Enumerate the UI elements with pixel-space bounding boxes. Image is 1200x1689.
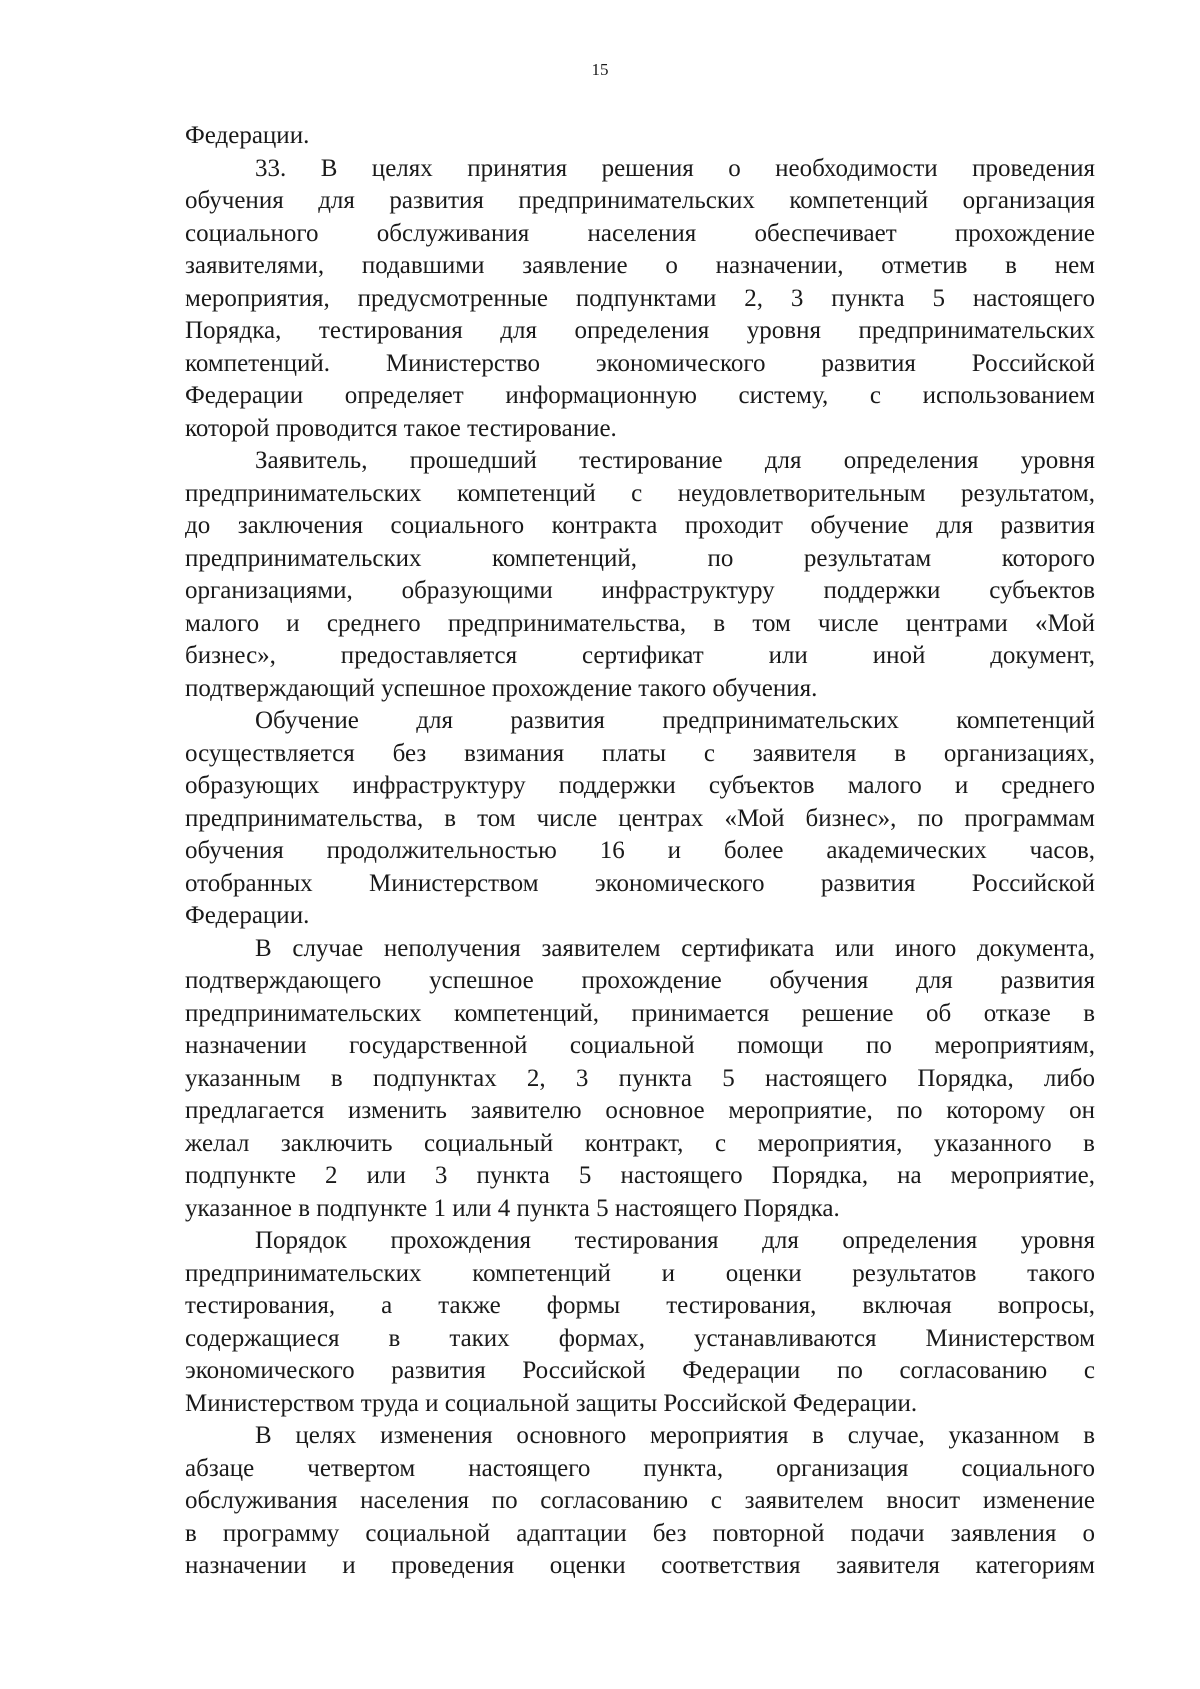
text-line: обслуживания населения по согласованию с заявителем вносит изменение — [185, 1487, 1095, 1514]
page-number: 15 — [591, 60, 609, 79]
text-line: экономического развития Российской Федерации по согласованию с — [185, 1357, 1095, 1384]
text-line: подпункте 2 или 3 пункта 5 настоящего Порядка, на мероприятие, — [185, 1162, 1095, 1189]
text-line: организациями, образующими инфраструктуру поддержки субъектов — [185, 577, 1095, 604]
paragraph — [185, 445, 1095, 705]
text-line: Министерством труда и социальной защиты Российской Федерации. — [185, 1389, 918, 1417]
text-line: предпринимательских компетенций, принимается решение об отказе в — [185, 999, 1095, 1027]
text-line: предлагается изменить заявителю основное мероприятие, по которому он — [185, 1097, 1095, 1124]
text-line: Федерации. — [185, 122, 310, 149]
text-line: мероприятия, предусмотренные подпунктами 2, 3 пункта 5 настоящего — [185, 284, 1095, 312]
text-line: подтверждающий успешное прохождение такого обучения. — [185, 674, 818, 702]
paragraph — [185, 933, 1095, 1226]
text-line: В случае неполучения заявителем сертификата или иного документа, — [255, 934, 1095, 962]
text-line: Порядок прохождения тестирования для определения уровня — [255, 1227, 1095, 1254]
text-line: подтверждающего успешное прохождение обучения для развития — [185, 967, 1095, 994]
text-line: указанным в подпунктах 2, 3 пункта 5 настоящего Порядка, либо — [185, 1064, 1095, 1092]
text-line: абзаце четвертом настоящего пункта, организация социального — [185, 1454, 1095, 1482]
text-line: социального обслуживания населения обеспечивает прохождение — [185, 219, 1095, 247]
text-line: обучения для развития предпринимательских компетенций организация — [185, 187, 1095, 214]
text-line: предпринимательских компетенций с неудовлетворительным результатом, — [185, 479, 1095, 507]
text-line: тестирования, а также формы тестирования, включая вопросы, — [185, 1292, 1095, 1319]
text-line: назначении и проведения оценки соответствия заявителя категориям — [185, 1552, 1095, 1579]
paragraph — [185, 705, 1095, 933]
text-line: бизнес», предоставляется сертификат или иной документ, — [185, 642, 1095, 669]
text-line: предпринимательства, в том числе центрах «Мой бизнес», по программам — [185, 804, 1095, 832]
text-line: Порядка, тестирования для определения уровня предпринимательских — [185, 317, 1095, 344]
text-line: обучения продолжительностью 16 и более академических часов, — [185, 837, 1095, 864]
text-line: Заявитель, прошедший тестирование для определения уровня — [255, 447, 1095, 474]
text-line: осуществляется без взимания платы с заявителя в организациях, — [185, 739, 1095, 767]
text-line: отобранных Министерством экономического развития Российской — [185, 869, 1095, 897]
text-line: в программу социальной адаптации без повторной подачи заявления о — [185, 1519, 1095, 1547]
text-line: Обучение для развития предпринимательских компетенций — [255, 707, 1095, 734]
text-line: желал заключить социальный контракт, с мероприятия, указанного в — [185, 1129, 1095, 1157]
text-line: предпринимательских компетенций, по результатам которого — [185, 544, 1095, 572]
text-line: компетенций. Министерство экономического развития Российской — [185, 349, 1095, 377]
text-line: предпринимательских компетенций и оценки результатов такого — [185, 1259, 1095, 1287]
document-body — [185, 120, 1095, 1583]
paragraph — [185, 1420, 1095, 1583]
text-line: которой проводится такое тестирование. — [185, 414, 617, 442]
text-line: назначении государственной социальной помощи по мероприятиям, — [185, 1032, 1095, 1059]
text-line: Федерации. — [185, 902, 310, 929]
text-line: Федерации определяет информационную систему, с использованием — [185, 382, 1095, 409]
text-line: образующих инфраструктуру поддержки субъектов малого и среднего — [185, 772, 1095, 799]
text-line: В целях изменения основного мероприятия в случае, указанном в — [255, 1422, 1095, 1449]
paragraph — [185, 153, 1095, 446]
text-line: до заключения социального контракта проходит обучение для развития — [185, 512, 1095, 539]
text-line: 33. В целях принятия решения о необходимости проведения — [255, 154, 1095, 182]
paragraph — [185, 120, 1095, 153]
text-line: содержащиеся в таких формах, устанавливаются Министерством — [185, 1324, 1095, 1352]
text-line: малого и среднего предпринимательства, в том числе центрами «Мой — [185, 609, 1095, 637]
paragraph — [185, 1225, 1095, 1420]
text-line: указанное в подпункте 1 или 4 пункта 5 настоящего Порядка. — [185, 1194, 840, 1222]
text-line: заявителями, подавшими заявление о назначении, отметив в нем — [185, 252, 1095, 279]
